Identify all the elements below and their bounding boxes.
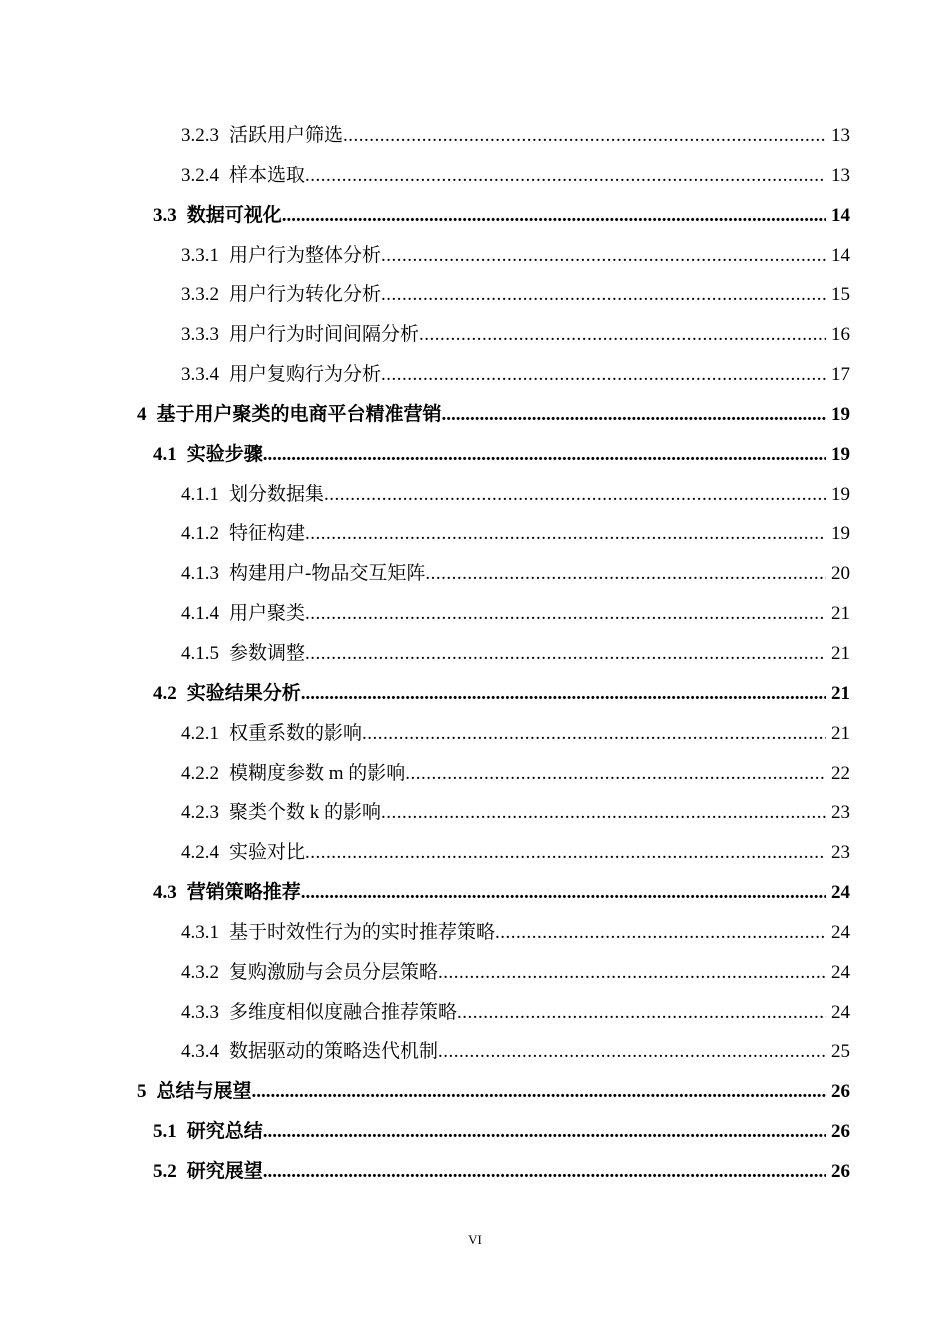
toc-page-number: 24 bbox=[831, 882, 850, 904]
toc-entry-3-3-1[interactable] bbox=[0, 236, 950, 276]
toc-entry-4-3-1[interactable] bbox=[0, 913, 950, 953]
toc-section-title: 实验结果分析 bbox=[186, 682, 301, 704]
toc-section-number: 4 bbox=[137, 403, 147, 425]
toc-dot-leader bbox=[381, 793, 826, 833]
toc-section-number: 4.3.4 bbox=[181, 1041, 219, 1063]
toc-section-number: 4.2.2 bbox=[181, 762, 219, 784]
toc-dot-leader bbox=[263, 1152, 826, 1192]
toc-entry-4-3-4[interactable] bbox=[0, 1032, 950, 1072]
toc-section-number: 4.2 bbox=[153, 682, 177, 704]
toc-section-title: 复购激励与会员分层策略 bbox=[229, 961, 439, 983]
toc-section-number: 4.3.2 bbox=[181, 961, 219, 983]
toc-section-number: 3.3 bbox=[153, 204, 177, 226]
toc-page-number: 24 bbox=[831, 921, 850, 943]
toc-entry-3-3[interactable] bbox=[0, 196, 950, 236]
toc-dot-leader bbox=[457, 993, 826, 1033]
toc-dot-leader bbox=[305, 833, 826, 873]
toc-section-number: 4.2.1 bbox=[181, 722, 219, 744]
toc-section-title: 基于用户聚类的电商平台精准营销 bbox=[156, 403, 442, 425]
toc-entry-4-1-1[interactable] bbox=[0, 475, 950, 515]
toc-entry-4-1-4[interactable] bbox=[0, 594, 950, 634]
toc-section-title: 营销策略推荐 bbox=[186, 882, 301, 904]
toc-section-title: 构建用户-物品交互矩阵 bbox=[229, 563, 426, 585]
toc-section-title: 用户行为转化分析 bbox=[229, 284, 382, 306]
toc-section-number: 3.2.3 bbox=[181, 125, 219, 146]
toc-page-number: 15 bbox=[831, 284, 850, 306]
toc-section-title: 参数调整 bbox=[229, 642, 306, 664]
toc-dot-leader bbox=[419, 315, 826, 355]
toc-dot-leader bbox=[305, 156, 826, 196]
toc-page-number: 21 bbox=[831, 722, 850, 744]
toc-dot-leader bbox=[438, 953, 826, 993]
toc-entry-4-2-4[interactable] bbox=[0, 833, 950, 873]
toc-section-title: 基于时效性行为的实时推荐策略 bbox=[229, 921, 496, 943]
toc-entry-4-2-1[interactable] bbox=[0, 714, 950, 754]
toc-page-number: 16 bbox=[831, 324, 850, 346]
toc-section-title: 用户行为整体分析 bbox=[229, 244, 382, 266]
toc-dot-leader bbox=[263, 1112, 826, 1152]
toc-page-number: 19 bbox=[831, 403, 850, 425]
toc-section-number: 3.3.3 bbox=[181, 324, 219, 346]
toc-dot-leader bbox=[282, 196, 826, 236]
toc-dot-leader bbox=[301, 674, 826, 714]
toc-dot-leader bbox=[381, 236, 826, 276]
toc-page-number: 20 bbox=[831, 563, 850, 585]
toc-dot-leader bbox=[305, 594, 826, 634]
toc-page-number: 17 bbox=[831, 364, 850, 386]
toc-section-number: 4.1.5 bbox=[181, 642, 219, 664]
toc-dot-leader bbox=[305, 514, 826, 554]
toc-section-title: 聚类个数 k 的影响 bbox=[229, 802, 382, 824]
toc-dot-leader bbox=[381, 275, 826, 315]
toc-section-number: 5.2 bbox=[153, 1160, 177, 1182]
toc-section-number: 4.2.3 bbox=[181, 802, 219, 824]
toc-section-number: 3.3.4 bbox=[181, 364, 219, 386]
toc-entry-3-3-4[interactable] bbox=[0, 355, 950, 395]
toc-page-number: 24 bbox=[831, 961, 850, 983]
toc-entry-4-2[interactable] bbox=[0, 674, 950, 714]
toc-page-number: 21 bbox=[831, 603, 850, 625]
toc-dot-leader bbox=[263, 435, 826, 475]
toc-section-number: 3.3.2 bbox=[181, 284, 219, 306]
toc-entry-4-3-2[interactable] bbox=[0, 953, 950, 993]
toc-section-title: 用户聚类 bbox=[229, 603, 306, 625]
page-number: VI bbox=[468, 1232, 482, 1247]
toc-section-number: 5 bbox=[137, 1081, 147, 1103]
toc-page-number: 25 bbox=[831, 1041, 850, 1063]
toc-section-title: 用户复购行为分析 bbox=[229, 364, 382, 386]
toc-entry-4-1[interactable] bbox=[0, 435, 950, 475]
toc-section-title: 特征构建 bbox=[229, 523, 306, 545]
toc-page-number: 22 bbox=[831, 762, 850, 784]
toc-section-title: 数据驱动的策略迭代机制 bbox=[229, 1041, 439, 1063]
toc-section-title: 研究展望 bbox=[186, 1160, 263, 1182]
toc-dot-leader bbox=[343, 116, 826, 156]
toc-entry-4-1-5[interactable] bbox=[0, 634, 950, 674]
toc-page-number: 19 bbox=[831, 443, 850, 465]
toc-entry-4-1-2[interactable] bbox=[0, 514, 950, 554]
toc-page-number: 19 bbox=[831, 483, 850, 505]
toc-section-title: 实验步骤 bbox=[186, 443, 263, 465]
toc-section-title: 数据可视化 bbox=[186, 204, 282, 226]
toc-page-number: 26 bbox=[831, 1160, 850, 1182]
toc-section-number: 4.1.3 bbox=[181, 563, 219, 585]
toc-page-number: 13 bbox=[831, 164, 850, 186]
toc-page-number: 21 bbox=[831, 682, 850, 704]
toc-dot-leader bbox=[324, 475, 826, 515]
toc-page-number: 19 bbox=[831, 523, 850, 545]
toc-section-title: 活跃用户筛选 bbox=[229, 125, 344, 146]
toc-page-number: 23 bbox=[831, 802, 850, 824]
toc-page-number: 14 bbox=[831, 244, 850, 266]
toc-section-number: 4.2.4 bbox=[181, 842, 219, 864]
toc-page-number: 13 bbox=[831, 125, 850, 146]
toc-section-number: 4.1.4 bbox=[181, 603, 219, 625]
toc-section-title: 权重系数的影响 bbox=[229, 722, 363, 744]
toc-dot-leader bbox=[381, 355, 826, 395]
toc-section-title: 模糊度参数 m 的影响 bbox=[229, 762, 406, 784]
toc-entry-4-2-2[interactable] bbox=[0, 754, 950, 794]
toc-section-title: 多维度相似度融合推荐策略 bbox=[229, 1001, 458, 1023]
toc-dot-leader bbox=[442, 395, 826, 435]
toc-section-title: 研究总结 bbox=[186, 1121, 263, 1143]
toc-section-number: 4.3.1 bbox=[181, 921, 219, 943]
toc-page-number: 14 bbox=[831, 204, 850, 226]
toc-entry-5[interactable] bbox=[0, 1072, 950, 1112]
toc-section-number: 4.1.1 bbox=[181, 483, 219, 505]
toc-page-number: 21 bbox=[831, 642, 850, 664]
toc-page-number: 24 bbox=[831, 1001, 850, 1023]
toc-entry-3-3-2[interactable] bbox=[0, 275, 950, 315]
toc-dot-leader bbox=[362, 714, 826, 754]
toc-section-title: 实验对比 bbox=[229, 842, 306, 864]
toc-section-number: 4.3 bbox=[153, 882, 177, 904]
toc-entry-4-1-3[interactable] bbox=[0, 554, 950, 594]
toc-page-number: 26 bbox=[831, 1121, 850, 1143]
toc-section-title: 样本选取 bbox=[229, 164, 306, 186]
toc-section-title: 用户行为时间间隔分析 bbox=[229, 324, 420, 346]
toc-section-number: 3.3.1 bbox=[181, 244, 219, 266]
toc-section-number: 4.1 bbox=[153, 443, 177, 465]
toc-page-number: 26 bbox=[831, 1081, 850, 1103]
toc-dot-leader bbox=[405, 754, 826, 794]
toc-entry-4-3[interactable] bbox=[0, 873, 950, 913]
toc-section-number: 3.2.4 bbox=[181, 164, 219, 186]
toc-section-number: 4.1.2 bbox=[181, 523, 219, 545]
table-of-contents bbox=[0, 116, 950, 1192]
toc-dot-leader bbox=[438, 1032, 826, 1072]
toc-dot-leader bbox=[495, 913, 826, 953]
toc-entry-3-2-4[interactable] bbox=[0, 156, 950, 196]
toc-page-number: 23 bbox=[831, 842, 850, 864]
toc-section-title: 划分数据集 bbox=[229, 483, 325, 505]
toc-dot-leader bbox=[252, 1072, 826, 1112]
toc-section-number: 4.3.3 bbox=[181, 1001, 219, 1023]
toc-entry-4-2-3[interactable] bbox=[0, 793, 950, 833]
toc-section-title: 总结与展望 bbox=[156, 1081, 252, 1103]
toc-entry-5-2[interactable] bbox=[0, 1152, 950, 1192]
toc-entry-3-3-3[interactable] bbox=[0, 315, 950, 355]
toc-entry-5-1[interactable] bbox=[0, 1112, 950, 1152]
toc-dot-leader bbox=[425, 554, 826, 594]
toc-dot-leader bbox=[301, 873, 826, 913]
toc-section-number: 5.1 bbox=[153, 1121, 177, 1143]
toc-entry-4-3-3[interactable] bbox=[0, 993, 950, 1033]
toc-entry-4[interactable] bbox=[0, 395, 950, 435]
toc-entry-3-2-3[interactable] bbox=[0, 116, 950, 156]
toc-dot-leader bbox=[305, 634, 826, 674]
